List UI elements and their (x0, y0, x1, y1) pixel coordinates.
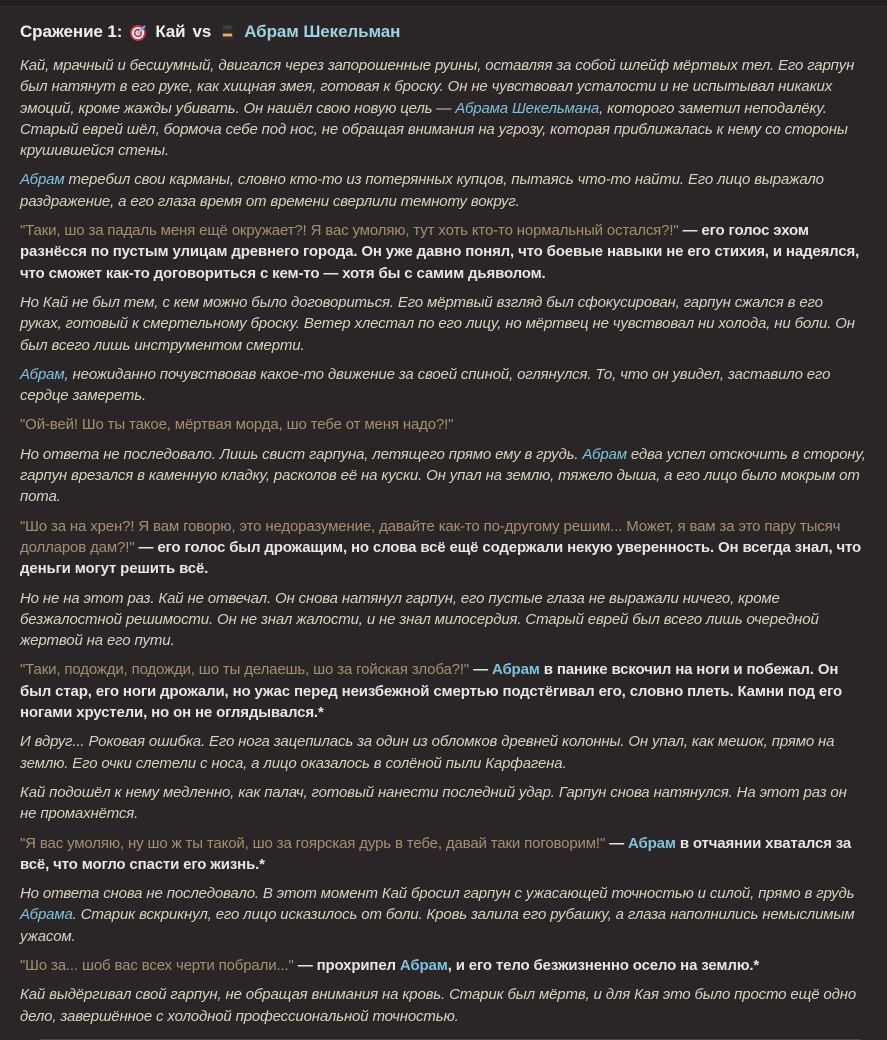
character-name: Абрам (20, 171, 65, 189)
fighter-one-name: Кай (155, 22, 186, 41)
text-segment: . Старик вскрикнул, его лицо исказилось от боли. Кровь залила его рубашку, а глаза наполнились немыслимым ужасом. (20, 906, 855, 945)
character-name: Абрам (20, 365, 65, 383)
text-segment: Кай выдёргивал свой гарпун, не обращая внимания на кровь. Старик был мёртв, и для Кая это было просто ещё одно дело, завершённое с холодной профессиональной точностью. (20, 986, 857, 1025)
top-hat-icon (218, 23, 237, 42)
text-segment: "Шо за... шоб вас всех черти побрали..." (20, 956, 294, 974)
text-segment: Но ответа снова не последовало. В этот момент Кай бросил гарпун с ужасающей точностью и силой, прямо в грудь (20, 885, 855, 903)
character-name: Абрам (582, 445, 627, 463)
text-segment: Кай, мрачный и бесшумный, двигался через запорошенные руины, оставляя за собой шлейф мёртвых тел. Его гарпун был натянут в его руке, как хищная змея, готовая к броску. Он не чувствовал усталости и не испытывал никаких эмоций, кроме жажды убивать. Он нашёл свою новую цель — (20, 57, 855, 117)
character-name: Абрам (491, 661, 540, 679)
battle-label: Сражение 1: (20, 22, 123, 41)
text-segment: в панике вскочил на ноги и побежал. Он был стар, его ноги дрожали, но ужас перед неизбежной смертью подстёгивал его, словно плеть. Камни под его ногами хрустели, но он не оглядывался.* (20, 661, 843, 722)
character-name: Абрама Шекельмана (455, 99, 600, 117)
story-paragraph (20, 731, 867, 774)
story-paragraph (20, 833, 867, 876)
story-body (20, 55, 867, 1027)
text-segment: "Таки, шо за падаль меня ещё окружает?! Я вас умоляю, тут хоть кто-то нормальный остался?!" (20, 222, 679, 240)
text-segment: в отчаянии хватался за всё, что могло спасти его жизнь.* (20, 834, 852, 873)
character-name: Абрам (399, 956, 448, 974)
story-paragraph (20, 55, 867, 161)
text-segment: теребил свои карманы, словно кто-то из потерянных купцов, пытаясь что-то найти. Его лицо выражало раздражение, а его глаза время от времени сверлили темноту вокруг. (20, 171, 824, 210)
text-segment: Но Кай не был тем, с кем можно было договориться. Его мёртвый взгляд был сфокусирован, гарпун сжался в его руках, готовый к смертельному броску. Ветер хлестал по его лицу, но мёртвец не чувствовал ни холода, ни боли. Он был всего лишь инструментом смерти. (20, 293, 855, 354)
story-paragraph (20, 955, 867, 976)
text-segment: "Ой-вей! Шо ты такое, мёртвая морда, шо тебе от меня надо?!" (20, 416, 454, 434)
text-segment: "Шо за на хрен?! Я вам говорю, это недоразумение, давайте как-то по-другому решим... Может, я вам за это пару тысяч долларов дам?!" (20, 517, 841, 556)
text-segment: И вдруг... Роковая ошибка. Его нога зацепилась за один из обломков древней колонны. Он упал, как мешок, прямо на землю. Его очки слетели с носа, а лицо оказалось в солёной пыли Карфагена. (20, 733, 835, 772)
dart-target-icon (129, 23, 148, 42)
story-paragraph (20, 984, 867, 1027)
text-segment: Кай подошёл к нему медленно, как палач, готовый нанести последний удар. Гарпун снова натянулся. На этот раз он не промахнётся. (20, 783, 847, 823)
text-segment: — (469, 661, 492, 679)
text-segment: — (605, 834, 629, 852)
fighter-two-name: Абрам Шекельман (244, 22, 401, 41)
story-paragraph (20, 169, 867, 212)
story-paragraph (20, 516, 867, 580)
story-paragraph (20, 588, 867, 652)
text-segment: , неожиданно почувствовав какое-то движение за своей спиной, оглянулся. То, что он увидел, заставило его сердце замереть. (20, 365, 831, 405)
story-paragraph (20, 659, 867, 723)
text-segment: "Таки, подожди, подожди, шо ты делаешь, шо за гойская злоба?!" (20, 661, 470, 679)
text-segment: Но не на этот раз. Кай не отвечал. Он снова натянул гарпун, его пустые глаза не выражали ничего, кроме безжалостной решимости. Он не знал жалости, и не знал милосердия. Старый еврей был всего лишь очередной жертвой на его пути. (20, 589, 819, 650)
text-segment: — его голос был дрожащим, но слова всё ещё содержали некую уверенность. Он всегда знал, что деньги могут решить всё. (20, 538, 862, 578)
story-paragraph (20, 364, 867, 407)
character-name: Абрама (20, 906, 73, 924)
story-paragraph (20, 292, 867, 356)
character-name: Абрам (628, 834, 676, 852)
story-paragraph (20, 782, 867, 825)
text-segment: , которого заметил неподалёку. Старый еврей шёл, бормоча себе под нос, не обращая внимания на угрозу, которая приближалась к нему со стороны крушившейся стены. (20, 99, 848, 160)
story-paragraph (20, 883, 867, 947)
message-content (0, 7, 887, 1040)
text-segment: едва успел отскочить в сторону, гарпун врезался в каменную кладку, расколов её на куски. Он упал на землю, тяжело дыша, а его лицо было мокрым от пота. (20, 445, 866, 506)
vs-label: vs (192, 22, 212, 41)
previous-message-divider (0, 0, 887, 7)
story-paragraph (20, 444, 867, 508)
story-paragraph (20, 220, 867, 284)
text-segment: "Я вас умоляю, ну шо ж ты такой, шо за гоярская дурь в тебе, давай таки поговорим!" (20, 834, 606, 852)
text-segment: — его голос эхом разнёсся по пустым улицам древнего города. Он уже давно понял, что боевые навыки не его стихия, и надеялся, что сможет как-то договориться с кем-то — хотя бы с самим дьяволом. (20, 222, 860, 282)
text-segment: — прохрипел (293, 956, 400, 974)
text-segment: , и его тело безжизненно осело на землю.* (447, 956, 760, 974)
text-segment: Но ответа не последовало. Лишь свист гарпуна, летящего прямо ему в грудь. (20, 445, 583, 463)
story-paragraph (20, 414, 867, 435)
battle-title (20, 22, 867, 42)
